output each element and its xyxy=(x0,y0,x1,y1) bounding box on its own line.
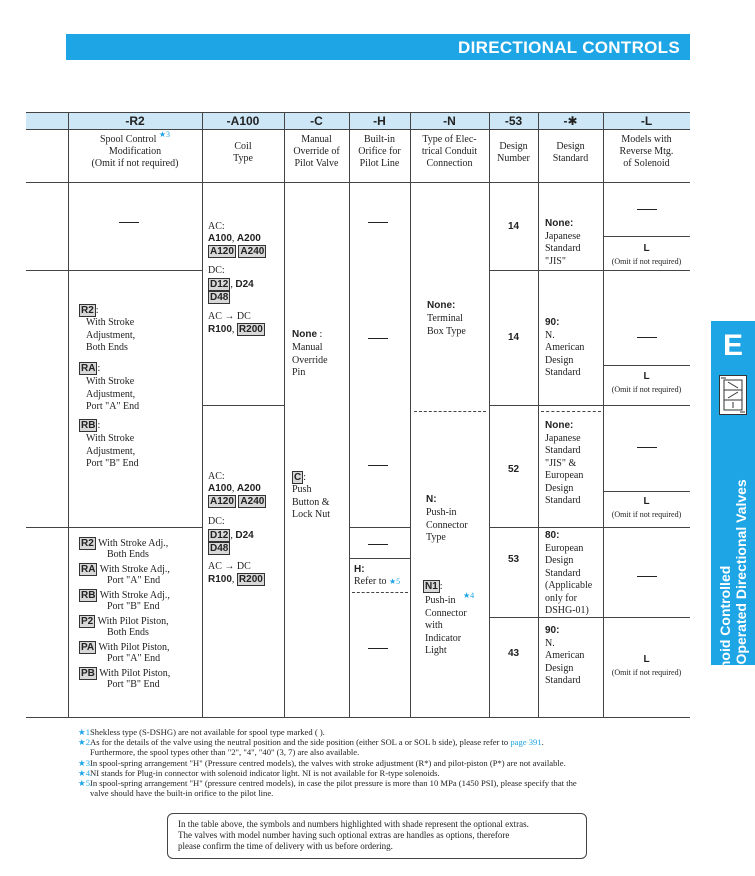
spool-option-r2: R2 : xyxy=(81,305,99,316)
desc-design-standard: Design Standard xyxy=(552,141,589,164)
design-number: 14 xyxy=(507,221,520,232)
code-reverse: -L xyxy=(640,114,653,128)
coil-dc-label: DC: xyxy=(208,265,225,276)
desc-spool: Spool Control $^{★3}$ Modification (Omit if not required) xyxy=(91,130,179,169)
footnote: ★5. In spool-spring arrangement "H" (pressure centred models), in case the pilot pressure is more than 10 MPa (1450 PSI), please specify that the xyxy=(78,778,577,789)
code-spool: -R2 xyxy=(125,114,145,128)
coil-ac-row2: A120 A240 xyxy=(210,246,265,257)
na-dash xyxy=(368,222,388,223)
coil-acdc-label: AC → DC xyxy=(208,311,251,322)
na-dash xyxy=(637,209,657,210)
footnote: ★3. In spool-spring arrangement "H" (Pressure centred models), the valves with stroke adjustment (R*) and pilot-piston (P*) are not available. xyxy=(78,757,566,768)
reverse-omit: (Omit if not required) xyxy=(611,510,682,519)
coil-ac-row1: A100, A200 xyxy=(208,233,261,244)
desc-conduit: Type of Elec- trical Conduit Connection xyxy=(421,134,478,169)
code-conduit: -N xyxy=(443,114,456,128)
conduit-n1: N1 : xyxy=(425,581,443,592)
design-number: 14 xyxy=(507,332,520,343)
code-design-standard: -✱ xyxy=(563,114,578,128)
spool-option-ra: RA : xyxy=(81,363,101,374)
design-number: 43 xyxy=(507,648,520,659)
footnote: ★4. NI stands for Plug-in connector with solenoid indicator light. NI is not available for R-type solenoids. xyxy=(78,767,440,778)
na-dash xyxy=(637,447,657,448)
section-letter: E xyxy=(722,329,743,362)
na-dash xyxy=(368,648,388,649)
footnote: ★1. Shekless type (S-DSHG) are not available for spool type marked ( ). xyxy=(78,727,325,737)
desc-reverse: Models with Reverse Mtg. of Solenoid xyxy=(619,134,674,169)
conduit-n: N: xyxy=(426,494,437,505)
desc-coil: Coil Type xyxy=(233,141,253,164)
na-dash xyxy=(368,544,388,545)
coil-dc-label-2: DC: xyxy=(208,516,225,527)
spool-option-p2: P2 With Pilot Piston, xyxy=(81,616,169,627)
spool-option-r2-b: R2 With Stroke Adj., xyxy=(81,538,169,549)
code-manual: -C xyxy=(310,114,323,128)
coil-acdc-label-2: AC → DC xyxy=(208,561,251,572)
code-orifice: -H xyxy=(373,114,386,128)
design-standard-eu: 80: European Design Standard (Applicable only for DSHG-01) xyxy=(545,530,593,616)
na-dash xyxy=(368,465,388,466)
desc-orifice: Built-in Orifice for Pilot Line xyxy=(358,134,401,169)
reverse-omit: (Omit if not required) xyxy=(611,257,682,266)
footnotes xyxy=(78,727,698,798)
conduit-n1-ref: ★4 xyxy=(463,591,475,600)
valve-symbol-icon xyxy=(719,375,747,415)
info-box: In the table above, the symbols and numbers highlighted with shade represent the optional extras. The valves with model number having such optional extras are handles as options, therefore please confirm the time of delivery with us before ordering. xyxy=(167,813,587,859)
design-number: 52 xyxy=(507,464,520,475)
code-coil: -A100 xyxy=(226,114,260,128)
reverse-omit: (Omit if not required) xyxy=(611,668,682,677)
design-standard-jis: None: Japanese Standard "JIS" xyxy=(545,218,581,267)
section-tab-e[interactable] xyxy=(711,321,755,369)
design-standard-na-2: 90: N. American Design Standard xyxy=(545,625,585,686)
na-dash xyxy=(368,338,388,339)
banner-title: DIRECTIONAL CONTROLS xyxy=(458,38,680,57)
conduit-none: None: xyxy=(427,300,456,311)
desc-design-number: Design Number xyxy=(497,141,530,164)
table-code-header xyxy=(26,112,690,130)
reverse-l: L xyxy=(643,243,650,254)
desc-manual: Manual Override of Pilot Valve xyxy=(293,134,340,169)
section-banner xyxy=(66,34,690,60)
coil-ac-label: AC: xyxy=(208,221,225,232)
na-dash xyxy=(637,337,657,338)
spool-option-ra-b: RA With Stroke Adj., xyxy=(81,564,170,575)
footnote: valve should have the built-in orifice to the pilot line. xyxy=(90,788,274,799)
reverse-omit: (Omit if not required) xyxy=(611,385,682,394)
coil-ac-label-2: AC: xyxy=(208,471,225,482)
coil-acdc-row: R100, R200 xyxy=(208,324,263,335)
orifice-h: H: xyxy=(354,564,365,575)
design-standard-na: 90: N. American Design Standard xyxy=(545,317,585,378)
note-ref-3: ★3 xyxy=(158,130,171,139)
page-link[interactable]: page 391 xyxy=(510,737,542,748)
design-number: 53 xyxy=(507,554,520,565)
coil-dc-row2: D48 xyxy=(210,292,229,303)
footnote: ★2. As for the details of the valve using the neutral position and the side position (either SOL a or SOL b side), please refer to page 391. xyxy=(78,737,544,748)
reverse-l: L xyxy=(643,496,650,507)
coil-dc-row1: D12 , D24 xyxy=(210,279,254,290)
spool-option-pa: PA With Pilot Piston, xyxy=(81,642,170,653)
manual-c: C : xyxy=(294,472,307,483)
footnote: Furthermore, the spool types other than "2", "4", "40" (3, 7) are also available. xyxy=(90,747,360,758)
manual-none: None : xyxy=(292,329,323,340)
design-standard-jis-eu: None: Japanese Standard "JIS" & European Design Standard xyxy=(545,420,584,506)
side-title-line1: Solenoid Controlled xyxy=(717,565,733,699)
spool-option-pb: PB With Pilot Piston, xyxy=(81,668,171,679)
side-title xyxy=(717,479,749,698)
side-title-bar xyxy=(711,369,755,699)
reverse-l: L xyxy=(643,371,650,382)
spool-option-rb-b: RB With Stroke Adj., xyxy=(81,590,170,601)
code-design-number: -53 xyxy=(504,114,523,128)
na-dash xyxy=(637,576,657,577)
orifice-refer: Refer to ★5 xyxy=(354,576,401,587)
na-dash xyxy=(119,222,139,223)
reverse-l: L xyxy=(643,654,650,665)
spool-option-rb: RB : xyxy=(81,420,101,431)
side-title-line2: Pilot Operated Directional Valves xyxy=(733,479,749,699)
